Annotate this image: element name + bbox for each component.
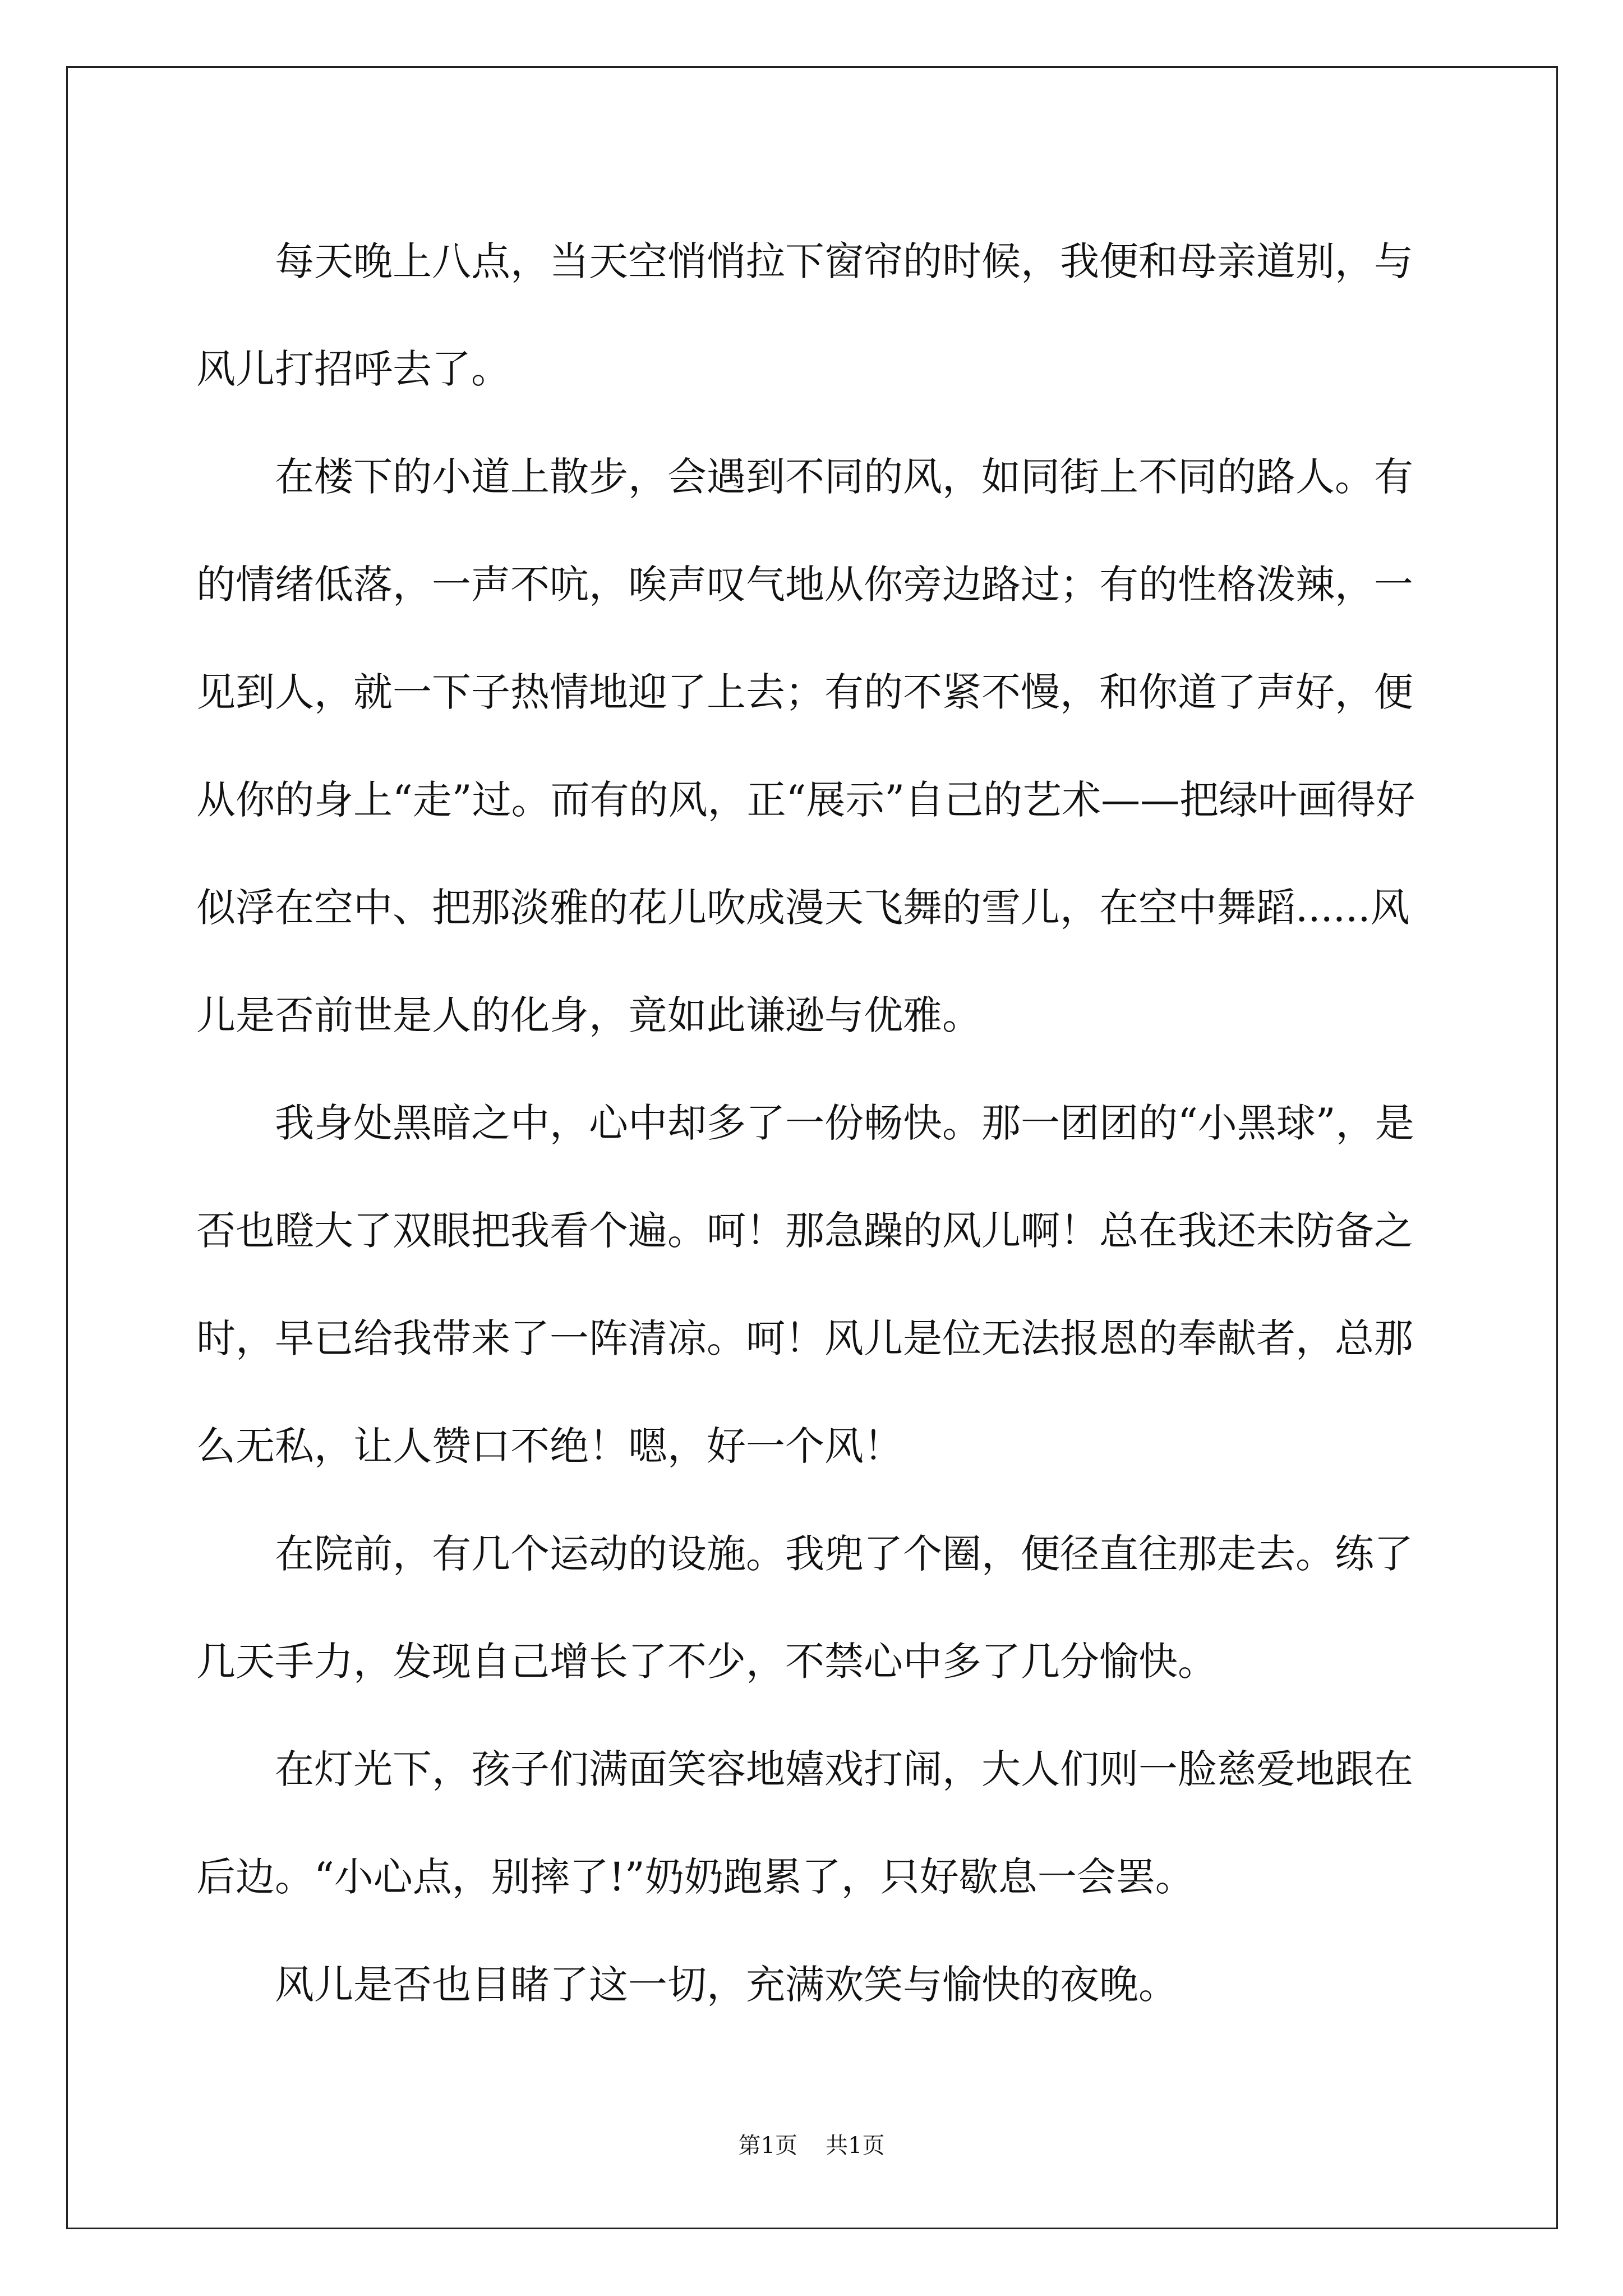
paragraph-5: 在灯光下，孩子们满面笑容地嬉戏打闹，大人们则一脸慈爱地跟在后边。“小心点，别摔了!”奶奶跑累了，只好歇息一会罢。 bbox=[196, 1746, 1413, 1900]
paragraph-4: 在院前，有几个运动的设施。我兜了个圈，便径直往那走去。练了几天手力，发现自己增长了不少，不禁心中多了几分愉快。 bbox=[196, 1531, 1413, 1685]
page-number: 第1页 bbox=[738, 2133, 797, 2159]
document-body bbox=[196, 208, 1430, 2039]
paragraph-1: 每天晚上八点，当天空悄悄拉下窗帘的时候，我便和母亲道别，与风儿打招呼去了。 bbox=[196, 238, 1413, 392]
paragraph-2: 在楼下的小道上散步，会遇到不同的风，如同街上不同的路人。有的情绪低落，一声不吭，唉声叹气地从你旁边路过；有的性格泼辣，一见到人，就一下子热情地迎了上去；有的不紧不慢，和你道了声好，便从你的身上“走”过。而有的风，正“展示”自己的艺术——把绿叶画得好似浮在空中、把那淡雅的花儿吹成漫天飞舞的雪儿，在空中舞蹈......风儿是否前世是人的化身，竟如此谦逊与优雅。 bbox=[196, 454, 1415, 1038]
page-total: 共1页 bbox=[826, 2133, 885, 2159]
paragraph-3: 我身处黑暗之中，心中却多了一份畅快。那一团团的“小黑球”，是否也瞪大了双眼把我看个遍。呵！那急躁的风儿啊！总在我还未防备之时，早已给我带来了一阵清凉。呵！风儿是位无法报恩的奉献者，总那么无私，让人赞口不绝！嗯，好一个风！ bbox=[196, 1100, 1414, 1469]
page-footer bbox=[0, 2132, 1623, 2160]
paragraph-6: 风儿是否也目睹了这一切，充满欢笑与愉快的夜晚。 bbox=[275, 1962, 1178, 2008]
